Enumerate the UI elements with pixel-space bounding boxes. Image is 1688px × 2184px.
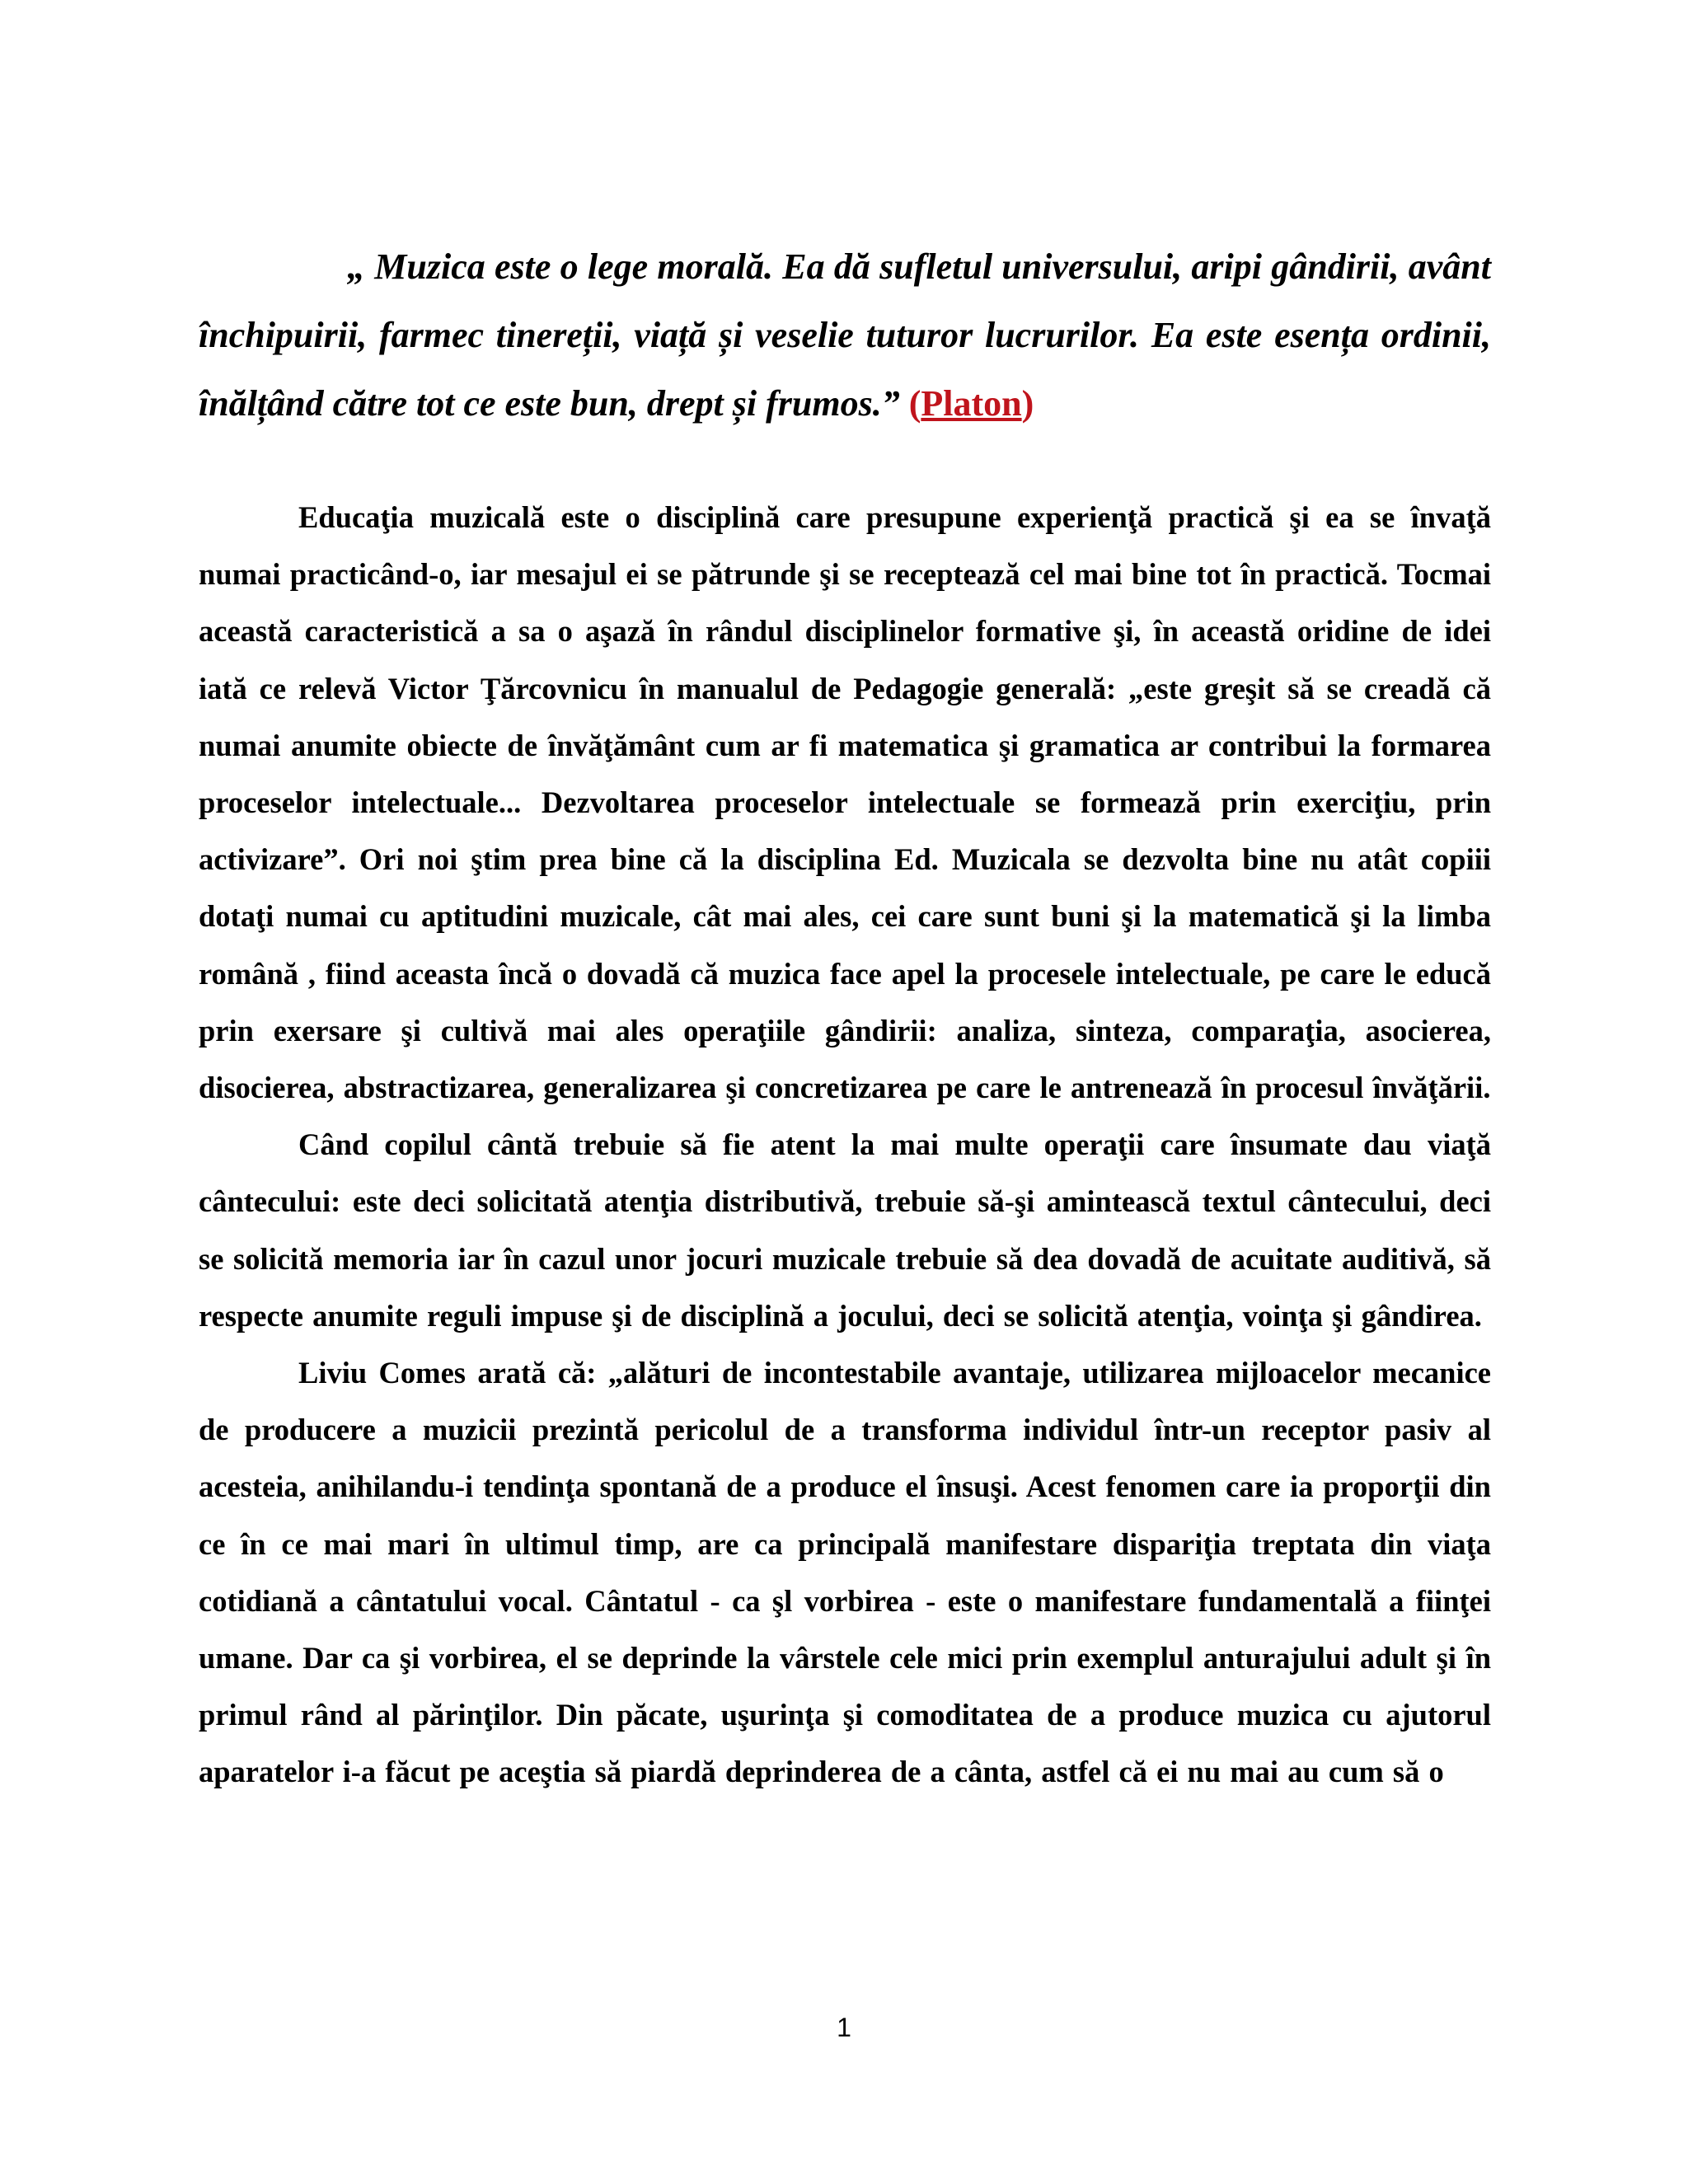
author-close-paren: ) xyxy=(1021,383,1034,424)
author-open-paren: ( xyxy=(908,383,921,424)
epigraph-quote xyxy=(199,232,1491,438)
body-text xyxy=(199,489,1491,1801)
quote-text: „ Muzica este o lege morală. Ea dă sufletul universului, aripi gândirii, avânt închipuirii, farmec tinereții, viață și veselie tuturor lucrurilor. Ea este esența ordinii, înălțând către tot ce este bun, drept și frumos.” xyxy=(199,246,1491,424)
paragraph-1: Educaţia muzicală este o disciplină care presupune experienţă practică şi ea se învaţă numai practicând-o, iar mesajul ei se pătrunde şi se receptează cel mai bine tot în practică. Tocmai această caracteristică a sa o aşază în rândul disciplinelor formative şi, în această oridine de idei iată ce relevă Victor Ţărcovnicu în manualul de Pedagogie generală: „este greşit să se creadă că numai anumite obiecte de învăţământ cum ar fi matematica şi gramatica ar contribui la formarea proceselor intelectuale... Dezvoltarea proceselor intelectuale se formează prin exerciţiu, prin activizare”. Ori noi ştim prea bine că la disciplina Ed. Muzicala se dezvolta bine nu atât copiii dotaţi numai cu aptitudini muzicale, cât mai ales, cei care sunt buni şi la matematică şi la limba română , fiind aceasta încă o dovadă că muzica face apel la procesele intelectuale, pe care le educă prin exersare şi cultivă mai ales operaţiile gândirii: analiza, sinteza, comparaţia, asocierea, disocierea, abstractizarea, generalizarea şi concretizarea pe care le antrenează în procesul învăţării. xyxy=(199,500,1491,1105)
paragraph-3: Liviu Comes arată că: „alături de incontestabile avantaje, utilizarea mijloacelor mecanice de producere a muzicii prezintă pericolul de a transforma individul într-un receptor pasiv al acesteia, anihilandu-i tendinţa spontană de a produce el însuşi. Acest fenomen care ia proporţii din ce în ce mai mari în ultimul timp, are ca principală manifestare dispariţia treptata din viaţa cotidiană a cântatului vocal. Cântatul - ca şl vorbirea - este o manifestare fundamentală a fiinţei umane. Dar ca şi vorbirea, el se deprinde la vârstele cele mici prin exemplul anturajului adult şi în primul rând al părinţilor. Din păcate, uşurinţa şi comoditatea de a produce muzica cu ajutorul aparatelor i-a făcut pe aceştia să piardă deprinderea de a cânta, astfel că ei nu mai au cum să o xyxy=(199,1356,1491,1789)
page-number: 1 xyxy=(837,2013,851,2042)
paragraph-2: Când copilul cântă trebuie să fie atent la mai multe operaţii care însumate dau viaţă cântecului: este deci solicitată atenţia distributivă, trebuie să-şi amintească textul cântecului, deci se solicită memoria iar în cazul unor jocuri muzicale trebuie să dea dovadă de acuitate auditivă, să respecte anumite reguli impuse şi de disciplină a jocului, deci se solicită atenţia, voinţa şi gândirea. xyxy=(199,1127,1491,1333)
author-link-platon[interactable]: Platon xyxy=(921,383,1022,424)
